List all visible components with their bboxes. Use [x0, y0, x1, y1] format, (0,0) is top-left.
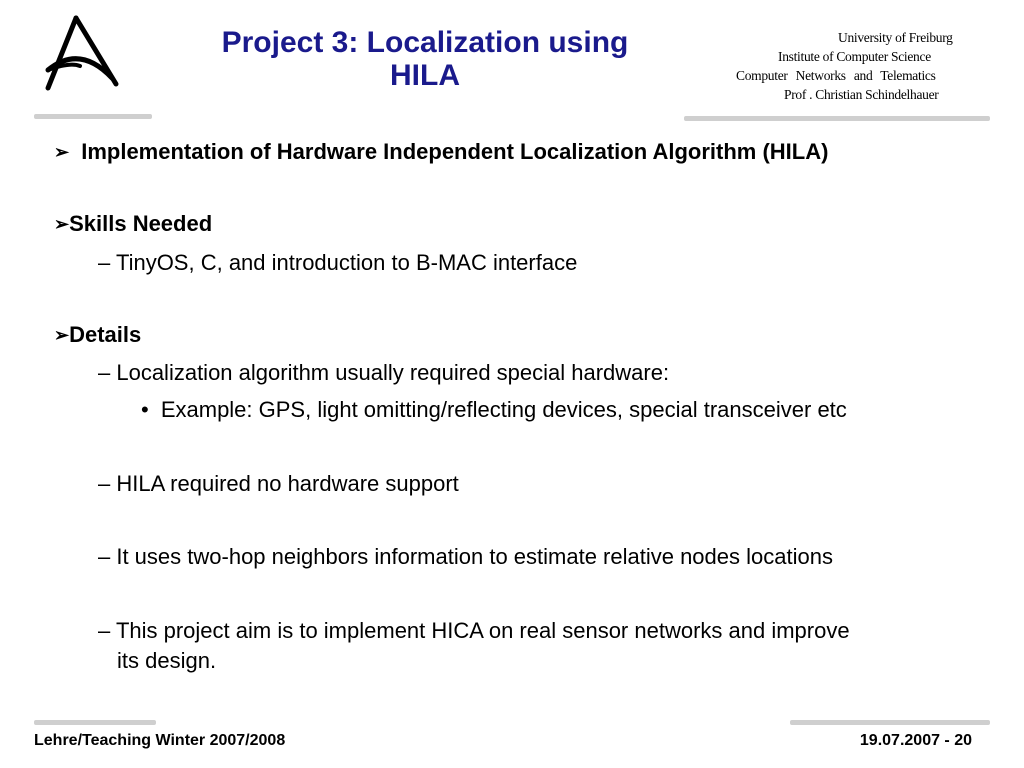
details-subitem-4-line-2: its design.: [117, 648, 217, 673]
bullet-skills: [54, 211, 212, 237]
bullet-implementation: [54, 139, 828, 165]
details-subsubitem-text: Example: GPS, light omitting/reflecting devices, special transceiver etc: [160, 397, 847, 422]
bullet-skills-text: Skills Needed: [69, 211, 213, 236]
details-subitem-4-line-1: – This project aim is to implement HICA on real sensor networks and improve: [98, 618, 850, 643]
skills-subitem: – TinyOS, C, and introduction to B-MAC interface: [98, 250, 578, 275]
slide-title-line-2: HILA: [390, 59, 460, 92]
footer-course: Lehre/Teaching Winter 2007/2008: [34, 732, 286, 749]
bullet-details-text: Details: [69, 322, 142, 347]
details-subitem-2: – HILA required no hardware support: [98, 471, 459, 496]
arrow-bullet-icon: ➢: [54, 325, 70, 345]
bullet-implementation-text: Implementation of Hardware Independent Localization Algorithm (HILA): [81, 139, 829, 164]
arrow-bullet-icon: ➢: [54, 142, 70, 162]
institution-institute: Institute of Computer Science: [778, 49, 931, 64]
institution-department: Computer Networks and Telematics: [736, 68, 936, 83]
slide-title-line-1: Project 3: Localization using: [221, 26, 629, 59]
details-subitem-3: – It uses two-hop neighbors information to estimate relative nodes locations: [98, 544, 833, 569]
details-subsubitem: [141, 397, 847, 423]
details-subitem-1: – Localization algorithm usually required special hardware:: [98, 360, 670, 385]
footer-date-page: 19.07.2007 - 20: [859, 732, 972, 749]
institution-professor: Prof . Christian Schindelhauer: [784, 87, 939, 102]
dot-bullet-icon: •: [141, 397, 149, 422]
bullet-details: [54, 322, 141, 348]
institution-university: University of Freiburg: [838, 30, 953, 45]
arrow-bullet-icon: ➢: [54, 214, 70, 234]
